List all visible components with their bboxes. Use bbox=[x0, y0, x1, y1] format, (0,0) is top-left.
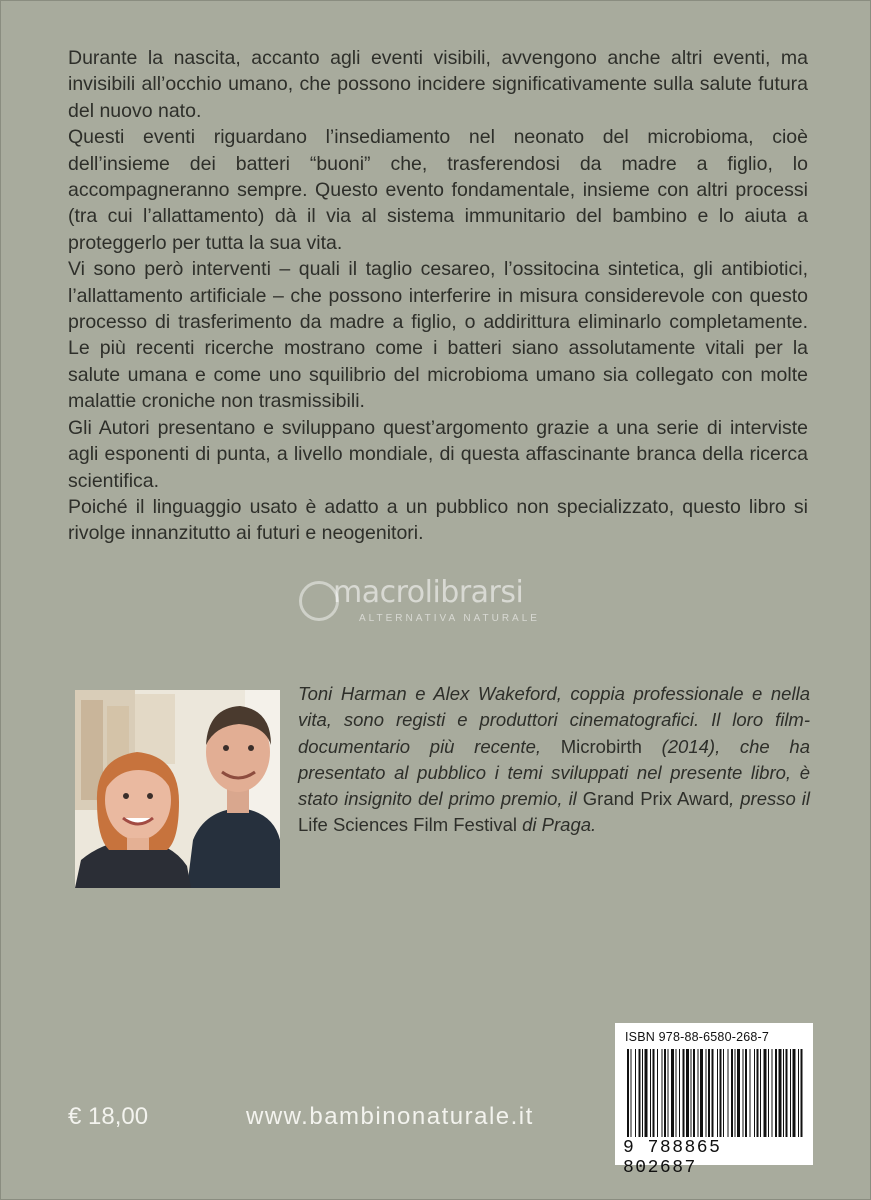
barcode-bar bbox=[793, 1049, 796, 1137]
barcode-bar bbox=[650, 1049, 651, 1137]
barcode-bar bbox=[768, 1049, 769, 1137]
watermark-tagline: ALTERNATIVA NATURALE bbox=[359, 613, 540, 624]
bio-text-3: , presso il bbox=[729, 788, 810, 810]
barcode-bar bbox=[676, 1049, 677, 1137]
watermark-name: macrolibrarsi bbox=[333, 575, 524, 610]
barcode-bar bbox=[668, 1049, 669, 1137]
barcode-bar bbox=[639, 1049, 641, 1137]
bio-text-4: di Praga. bbox=[516, 814, 597, 836]
blurb-text bbox=[68, 45, 808, 547]
barcode-bar bbox=[760, 1049, 761, 1137]
barcode-bar bbox=[750, 1049, 751, 1137]
barcode-bar bbox=[691, 1049, 692, 1137]
bio-text-1: Toni Harman e Alex Wakeford, coppia professionale e nella vita, sono registi e produttori cinematografici. Il loro film-documentario più recente, bbox=[298, 683, 810, 757]
barcode-bar bbox=[706, 1049, 707, 1137]
barcode-bar bbox=[779, 1049, 782, 1137]
barcode-bar bbox=[627, 1049, 629, 1137]
bio-text-2: (2014), che ha presentato al pubblico i temi sviluppati nel presente libro, è stato insignito del primo premio, il bbox=[298, 735, 810, 810]
barcode-bar bbox=[737, 1049, 740, 1137]
authors-photo bbox=[75, 690, 280, 888]
barcode-bar bbox=[786, 1049, 788, 1137]
barcode-bar bbox=[764, 1049, 767, 1137]
price: € 18,00 bbox=[68, 1103, 149, 1130]
barcode-bar bbox=[700, 1049, 703, 1137]
festival-name: Life Sciences Film Festival bbox=[298, 814, 517, 836]
award-name: Grand Prix Award bbox=[582, 788, 730, 810]
barcode-bar bbox=[798, 1049, 799, 1137]
barcode-bar bbox=[743, 1049, 744, 1137]
barcode-bar bbox=[801, 1049, 803, 1137]
barcode-bar bbox=[735, 1049, 736, 1137]
barcode-bar bbox=[662, 1049, 663, 1137]
authors-bio bbox=[298, 681, 810, 839]
isbn-label: ISBN 978-88-6580-268-7 bbox=[625, 1030, 770, 1044]
barcode-bar bbox=[754, 1049, 755, 1137]
barcode-bar bbox=[664, 1049, 666, 1137]
barcode-bar bbox=[775, 1049, 777, 1137]
barcode-bar bbox=[645, 1049, 648, 1137]
barcode-bar bbox=[728, 1049, 729, 1137]
blurb-paragraph-4: Gli Autori presentano e sviluppano quest’argomento grazie a una serie di interviste agli esponenti di punta, a livello mondiale, di questa affascinante branca della ricerca scientifica. bbox=[68, 416, 808, 492]
authors-photo-image bbox=[75, 690, 280, 888]
blurb-paragraph-5: Poiché il linguaggio usato è adatto a un pubblico non specializzato, questo libro si rivolge innanzitutto ai futuri e neogenitori. bbox=[68, 495, 808, 545]
isbn-digits: 9 788865 802687 bbox=[623, 1138, 722, 1178]
barcode-bar bbox=[683, 1049, 685, 1137]
barcode-bar bbox=[717, 1049, 718, 1137]
barcode-bar bbox=[772, 1049, 773, 1137]
barcode-bar bbox=[723, 1049, 724, 1137]
barcode-bar bbox=[731, 1049, 733, 1137]
barcode-bar bbox=[671, 1049, 674, 1137]
barcode-bar bbox=[757, 1049, 759, 1137]
barcode-bar bbox=[790, 1049, 791, 1137]
barcode-bar bbox=[745, 1049, 747, 1137]
barcode-bar bbox=[657, 1049, 658, 1137]
barcode-bar bbox=[712, 1049, 714, 1137]
barcode-bar bbox=[720, 1049, 722, 1137]
barcode-bar bbox=[708, 1049, 710, 1137]
blurb-paragraph-3: Vi sono però interventi – quali il taglio cesareo, l’ossitocina sintetica, gli antibiotici, l’allattamento artificiale – che possono interferire in misura considerevole con questo processo di trasferimento da madre a figlio, o addirittura eliminarlo completamente. Le più recenti ricerche mostrano come i batteri siano assolutamente vitali per la salute umana e come uno squilibrio del microbioma umano sia collegato con molte malattie croniche non trasmissibili. bbox=[68, 258, 808, 413]
barcode-bar bbox=[635, 1049, 636, 1137]
barcode-bar bbox=[693, 1049, 695, 1137]
website-url[interactable]: www.bambinonaturale.it bbox=[246, 1103, 534, 1130]
blurb-paragraph-2: Questi eventi riguardano l’insediamento nel neonato del microbioma, cioè dell’insieme dei batteri “buoni” che, trasferendosi da madre a figlio, lo accompagneranno sempre. Questo evento fondamentale, insieme con altri processi (tra cui l’allattamento) dà il via al sistema immunitario del bambino e lo aiuta a proteggerlo per tutta la sua vita. bbox=[68, 126, 808, 254]
barcode-box bbox=[615, 1023, 813, 1178]
watermark bbox=[299, 575, 599, 631]
blurb-paragraph-1: Durante la nascita, accanto agli eventi visibili, avvengono anche altri eventi, ma invisibili all’occhio umano, che possono incidere significativamente sulla salute futura del nuovo nato. bbox=[68, 47, 808, 122]
watermark-logo-icon bbox=[299, 581, 339, 621]
barcode-bar bbox=[653, 1049, 655, 1137]
barcode-bar bbox=[679, 1049, 680, 1137]
barcode-bar bbox=[631, 1049, 632, 1137]
barcode-bar bbox=[783, 1049, 784, 1137]
barcode-bar bbox=[642, 1049, 643, 1137]
film-title: Microbirth bbox=[560, 735, 642, 757]
barcode-bar bbox=[698, 1049, 699, 1137]
barcode-bar bbox=[686, 1049, 689, 1137]
barcode-icon bbox=[625, 1049, 803, 1137]
